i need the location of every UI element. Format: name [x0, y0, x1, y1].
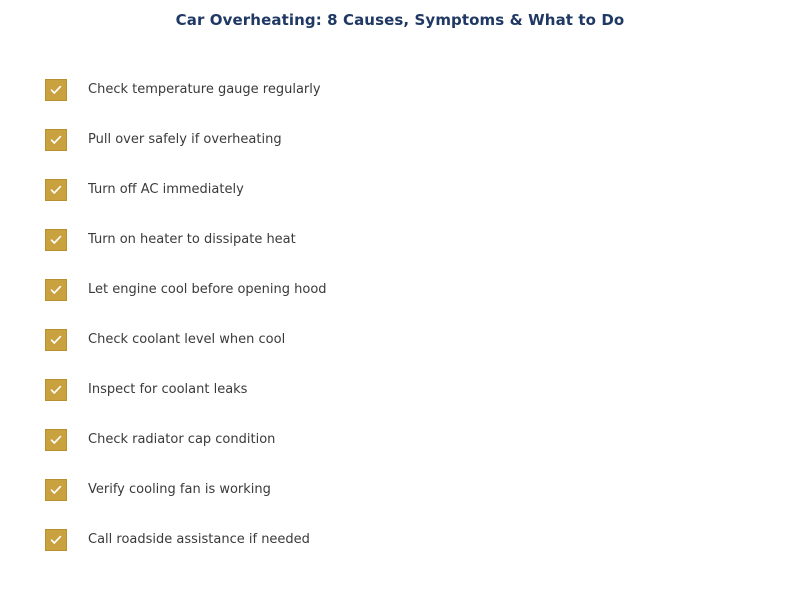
list-item-label: Check radiator cap condition: [88, 432, 276, 447]
list-item[interactable]: [45, 279, 785, 301]
checkbox-checked[interactable]: [45, 329, 67, 351]
list-item[interactable]: [45, 179, 785, 201]
list-item-label: Pull over safely if overheating: [88, 132, 282, 147]
list-item[interactable]: [45, 129, 785, 151]
checkbox-checked[interactable]: [45, 229, 67, 251]
list-item-label: Turn off AC immediately: [88, 182, 244, 197]
list-item-label: Check coolant level when cool: [88, 332, 286, 347]
checklist: [45, 79, 785, 579]
check-icon: [50, 234, 62, 246]
list-item[interactable]: [45, 79, 785, 101]
list-item-label: Inspect for coolant leaks: [88, 382, 248, 397]
list-item[interactable]: [45, 379, 785, 401]
checkbox-checked[interactable]: [45, 179, 67, 201]
checkbox-checked[interactable]: [45, 379, 67, 401]
list-item[interactable]: [45, 429, 785, 451]
list-item-label: Call roadside assistance if needed: [88, 532, 310, 547]
page-title: Car Overheating: 8 Causes, Symptoms & What to Do: [175, 11, 625, 29]
check-icon: [50, 434, 62, 446]
list-item[interactable]: [45, 329, 785, 351]
check-icon: [50, 134, 62, 146]
check-icon: [50, 384, 62, 396]
checkbox-checked[interactable]: [45, 479, 67, 501]
list-item-label: Turn on heater to dissipate heat: [88, 232, 296, 247]
checkbox-checked[interactable]: [45, 79, 67, 101]
check-icon: [50, 84, 62, 96]
check-icon: [50, 534, 62, 546]
list-item-label: Check temperature gauge regularly: [88, 82, 321, 97]
list-item[interactable]: [45, 229, 785, 251]
list-item[interactable]: [45, 529, 785, 551]
checkbox-checked[interactable]: [45, 129, 67, 151]
check-icon: [50, 334, 62, 346]
list-item[interactable]: [45, 479, 785, 501]
checkbox-checked[interactable]: [45, 529, 67, 551]
list-item-label: Let engine cool before opening hood: [88, 282, 327, 297]
checkbox-checked[interactable]: [45, 279, 67, 301]
checkbox-checked[interactable]: [45, 429, 67, 451]
list-item-label: Verify cooling fan is working: [88, 482, 271, 497]
check-icon: [50, 184, 62, 196]
check-icon: [50, 284, 62, 296]
check-icon: [50, 484, 62, 496]
